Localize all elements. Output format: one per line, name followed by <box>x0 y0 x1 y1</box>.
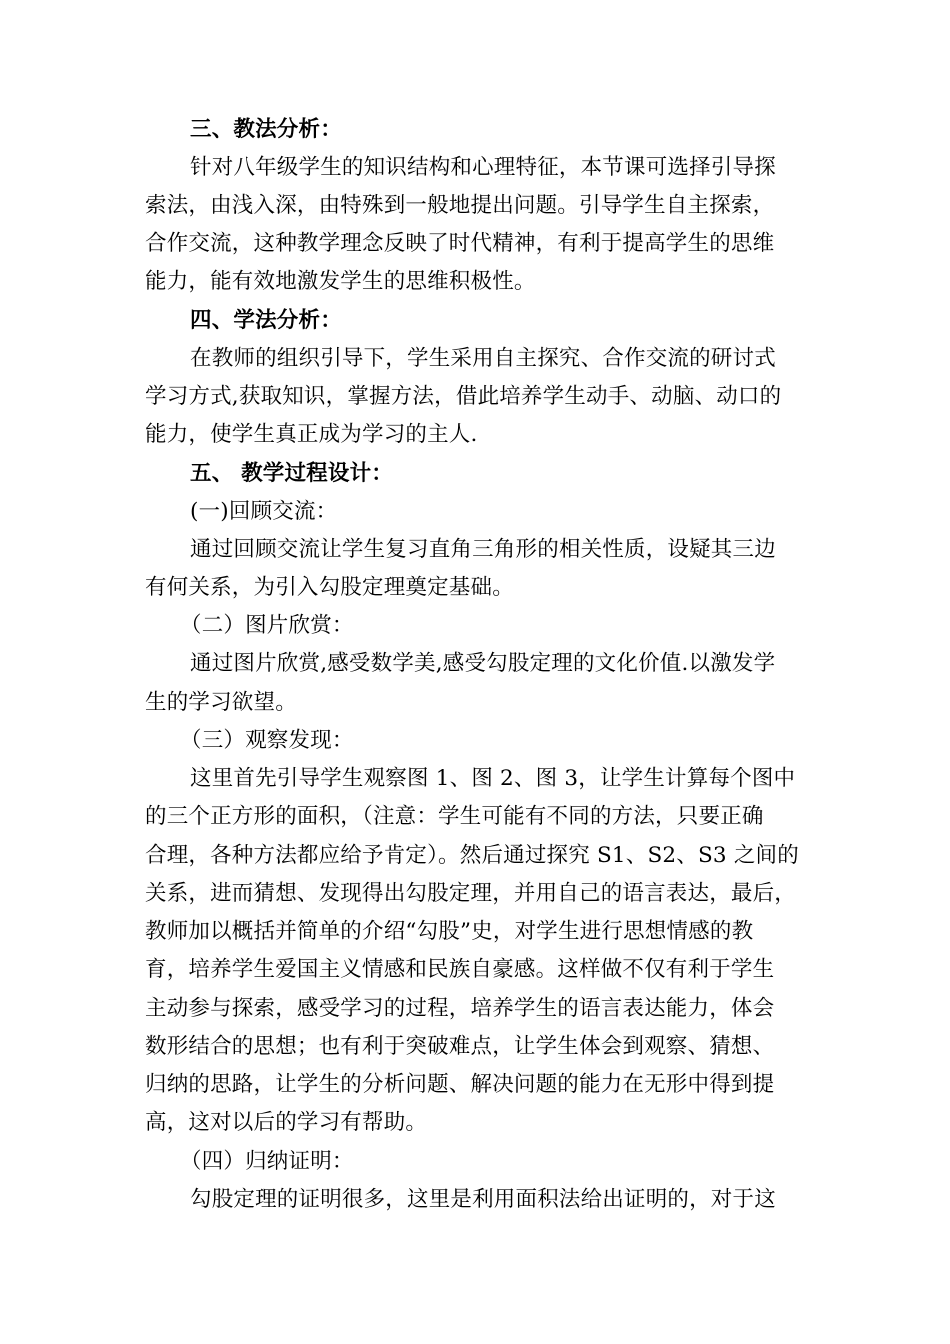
section3-line-4: 能力，能有效地激发学生的思维积极性。 <box>145 269 536 294</box>
section5-heading: 五、 教学过程设计： <box>190 461 393 486</box>
section3-line-1: 针对八年级学生的知识结构和心理特征，本节课可选择引导探 <box>190 155 776 180</box>
sub3-line-5: 教师加以概括并简单的介绍“勾股”史，对学生进行思想情感的教 <box>145 919 754 944</box>
sub1-title: (一)回顾交流： <box>190 499 338 524</box>
section3-heading: 三、教法分析： <box>190 117 342 142</box>
sub3-title: （三）观察发现： <box>180 728 354 753</box>
sub4-title: （四）归纳证明： <box>180 1149 354 1174</box>
sub3-line-2: 的三个正方形的面积，（注意：学生可能有不同的方法，只要正确 <box>145 804 764 829</box>
sub2-title: （二）图片欣赏： <box>180 613 354 638</box>
sub3-line-1: 这里首先引导学生观察图 1、图 2、图 3，让学生计算每个图中 <box>190 766 796 791</box>
sub3-line-4: 关系，进而猜想、发现得出勾股定理，并用自己的语言表达，最后， <box>145 881 797 906</box>
sub2-line-1: 通过图片欣赏,感受数学美,感受勾股定理的文化价值.以激发学 <box>190 651 776 676</box>
section4-line-2: 学习方式,获取知识，掌握方法，借此培养学生动手、动脑、动口的 <box>145 384 782 409</box>
sub3-line-7: 主动参与探索，感受学习的过程，培养学生的语言表达能力，体会 <box>145 996 775 1021</box>
sub3-line-10: 高，这对以后的学习有帮助。 <box>145 1110 428 1135</box>
sub1-line-2: 有何关系，为引入勾股定理奠定基础。 <box>145 575 514 600</box>
sub4-line-1: 勾股定理的证明很多，这里是利用面积法给出证明的，对于这 <box>190 1187 776 1212</box>
sub3-line-3: 合理，各种方法都应给予肯定）。然后通过探究 S1、S2、S3 之间的 <box>145 843 799 868</box>
sub3-line-9: 归纳的思路，让学生的分析问题、解决问题的能力在无形中得到提 <box>145 1072 775 1097</box>
sub1-line-1: 通过回顾交流让学生复习直角三角形的相关性质，设疑其三边 <box>190 537 776 562</box>
section4-heading: 四、学法分析： <box>190 308 342 333</box>
section3-line-3: 合作交流，这种教学理念反映了时代精神，有利于提高学生的思维 <box>145 231 775 256</box>
section4-line-3: 能力，使学生真正成为学习的主人. <box>145 422 478 447</box>
section3-line-2: 索法，由浅入深，由特殊到一般地提出问题。引导学生自主探索， <box>145 193 775 218</box>
sub3-line-8: 数形结合的思想；也有利于突破难点，让学生体会到观察、猜想、 <box>145 1034 775 1059</box>
sub3-line-6: 育，培养学生爱国主义情感和民族自豪感。这样做不仅有利于学生 <box>145 957 775 982</box>
section4-line-1: 在教师的组织引导下，学生采用自主探究、合作交流的研讨式 <box>190 346 776 371</box>
sub2-line-2: 生的学习欲望。 <box>145 690 297 715</box>
